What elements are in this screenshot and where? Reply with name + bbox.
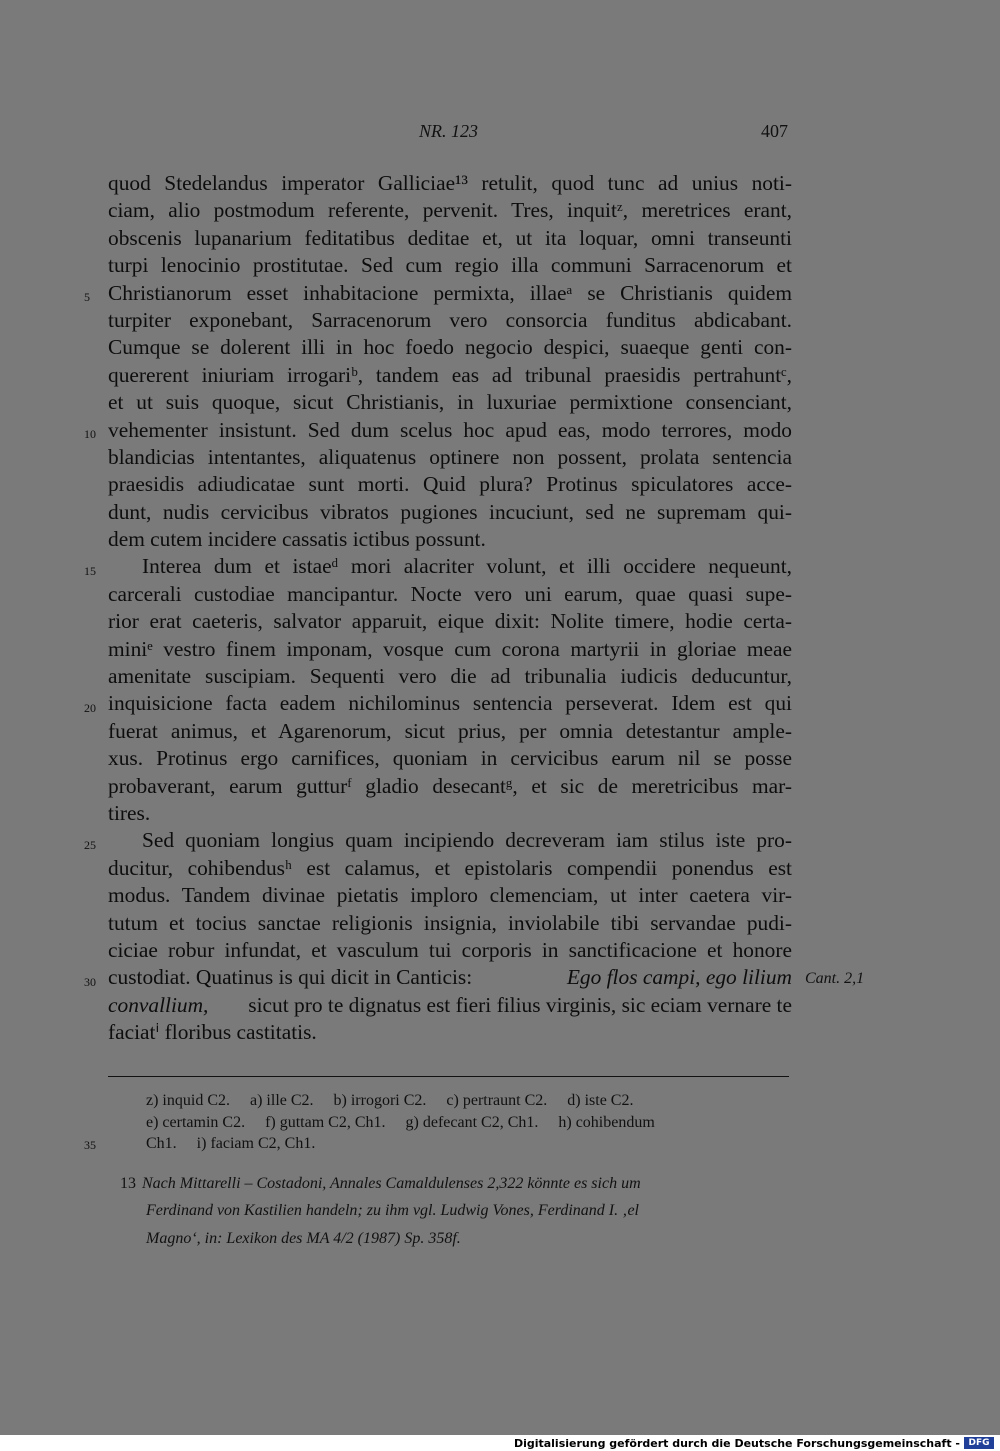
text-line: tutum et tocius sanctae religionis insignia, inviolabile tibi servandae pudi- (108, 910, 792, 935)
line-number: 15 (84, 564, 96, 578)
text-line: miniᵉ vestro finem imponam, vosque cum corona martyrii in gloriae meae (108, 636, 792, 661)
margin-reference: Cant. 2,1 (805, 970, 865, 987)
text-line: amenitate suscipiam. Sequenti vero die ad tribunalia iudicis deducuntur, (108, 664, 792, 689)
text-line: Interea dum et istaeᵈ mori alacriter volunt, et illi occidere nequeunt, (142, 554, 792, 579)
text-line: carcerali custodiae mancipantur. Nocte vero uni earum, quae quasi supe- (108, 581, 792, 606)
page-number: 407 (761, 121, 788, 141)
apparatus-line: Ch1. i) faciam C2, Ch1. (146, 1135, 316, 1152)
main-text (108, 170, 792, 1047)
line-number: 5 (84, 290, 90, 304)
text-line: inquisicione facta eadem nichilominus sentencia perseverat. Idem est qui (108, 691, 792, 716)
text-line: quererent iniuriam irrogariᵇ, tandem eas ad tribunal praesidis pertrahuntᶜ, (108, 362, 792, 387)
line-number: 35 (84, 1138, 96, 1152)
apparatus-line: z) inquid C2. a) ille C2. b) irrogori C2. c) pertraunt C2. d) iste C2. (146, 1092, 634, 1109)
footnote-text: Nach Mittarelli – Costadoni, Annales Camaldulenses 2,322 könnte es sich um (142, 1175, 641, 1192)
text-line: xus. Protinus ergo carnifices, quoniam in cervicibus earum nil se posse (108, 746, 792, 771)
text-line: praesidis adiudicatae sunt morti. Quid plura? Protinus spiculatores acce- (108, 472, 792, 497)
text-line: turpi lenocinio prostitutae. Sed cum regio illa communi Sarracenorum et (108, 253, 792, 278)
line-number: 20 (84, 701, 96, 715)
text-segment: sicut pro te dignatus est fieri filius virginis, sic eciam vernare te (248, 992, 792, 1017)
text-line: obscenis lupanarium feditatibus deditae et, ut ita loquar, omni transeunti (108, 225, 792, 250)
footnote-line (120, 1173, 792, 1200)
footnote-line: Ferdinand von Kastilien handeln; zu ihm vgl. Ludwig Vones, Ferdinand I. ‚el (146, 1202, 639, 1220)
text-line: modus. Tandem divinae pietatis imploro clemenciam, ut inter caetera vir- (108, 883, 792, 908)
footnote (120, 1173, 792, 1255)
text-line: ciam, alio postmodum referente, pervenit. Tres, inquitᶻ, meretrices erant, (108, 198, 792, 223)
running-header-title: NR. 123 (419, 121, 479, 141)
text-line: Sed quoniam longius quam incipiendo decreveram iam stilus iste pro- (142, 828, 792, 853)
text-line: faciatⁱ floribus castitatis. (108, 1020, 317, 1045)
text-line: dem cutem incidere cassatis ictibus possunt. (108, 527, 486, 552)
critical-apparatus (146, 1090, 790, 1155)
line-number: 25 (84, 838, 96, 852)
text-line (108, 964, 792, 991)
text-line: probaverant, earum gutturᶠ gladio desecantᵍ, et sic de meretricibus mar- (108, 773, 792, 798)
text-line: tires. (108, 800, 151, 825)
text-line: Cumque se dolerent illi in hoc foedo negocio despici, suaeque genti con- (108, 335, 792, 360)
text-line: dunt, nudis cervicibus vibratos pugiones incuciunt, sed ne supremam qui- (108, 499, 792, 524)
text-line: Christianorum esset inhabitacione permixta, illaeᵃ se Christianis quidem (108, 280, 792, 305)
text-line (108, 992, 792, 1019)
apparatus-line: e) certamin C2. f) guttam C2, Ch1. g) defecant C2, Ch1. h) cohibendum (146, 1113, 655, 1131)
dfg-logo-icon: DFG (964, 1437, 994, 1449)
credit-text: Digitalisierung gefördert durch die Deutsche Forschungsgemeinschaft - (513, 1437, 960, 1450)
footnote-divider (108, 1076, 789, 1077)
line-number: 10 (84, 427, 96, 441)
footnote-line: Magno‘, in: Lexikon des MA 4/2 (1987) Sp. 358f. (146, 1229, 461, 1247)
text-line: ciciae robur infundat, et vasculum tui corporis in sanctificacione et honore (108, 937, 792, 962)
footnote-number: 13 (120, 1175, 136, 1192)
text-line: et ut suis quoque, sicut Christianis, in luxuriae permixtione consenciant, (108, 390, 792, 415)
text-line: turpiter exponebant, Sarracenorum vero consorcia funditus abdicabant. (108, 307, 792, 332)
text-line: blandicias intentantes, aliquatenus optinere non possent, prolata sentencia (108, 444, 792, 469)
quotation-text: Ego flos campi, ego lilium (566, 965, 792, 990)
text-line: ducitur, cohibendusʰ est calamus, et epistolaris compendii ponendus est (108, 855, 792, 880)
text-segment: custodiat. Quatinus is qui dicit in Canticis: (108, 965, 473, 990)
text-line: quod Stedelandus imperator Galliciae¹³ retulit, quod tunc ad unius noti- (108, 171, 792, 195)
text-line: rior erat caeteris, salvator apparuit, eique dixit: Nolite timere, hodie certa- (108, 609, 792, 634)
text-line: fuerat animus, et Agarenorum, sicut prius, per omnia detestantur ample- (108, 718, 792, 743)
quotation-text: convallium, (108, 992, 209, 1017)
text-line: vehementer insistunt. Sed dum scelus hoc apud eas, modo terrores, modo (108, 417, 792, 442)
line-number: 30 (84, 975, 96, 989)
